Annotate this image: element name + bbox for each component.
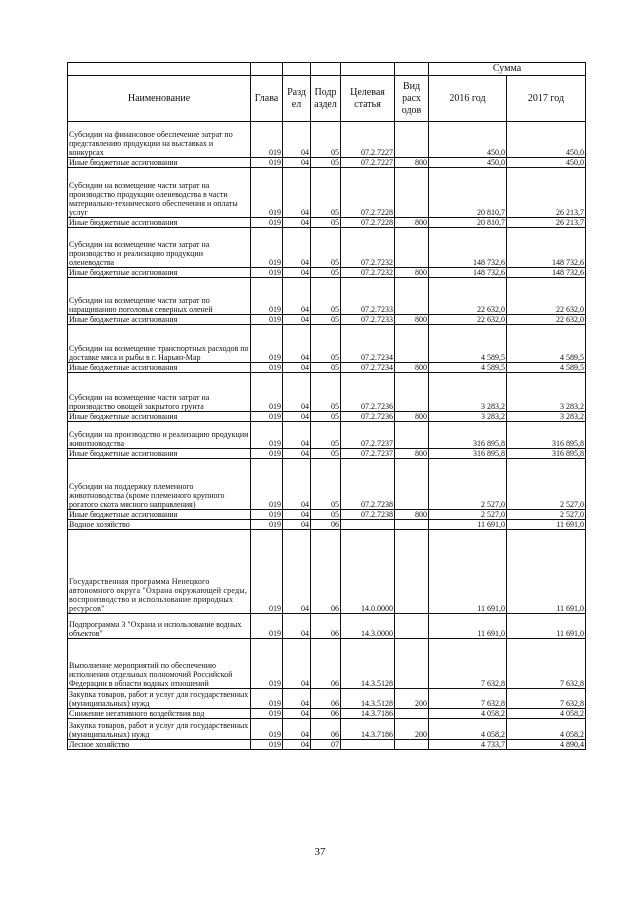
glava-header: Глава xyxy=(251,76,283,122)
row-kind xyxy=(395,168,429,218)
row-value-2016: 11 691,0 xyxy=(429,614,507,639)
row-value-2016: 148 732,6 xyxy=(429,268,507,278)
table-row xyxy=(68,218,586,228)
row-value-2017: 148 732,6 xyxy=(507,228,586,268)
row-value-2016: 22 632,0 xyxy=(429,315,507,325)
row-glava: 019 xyxy=(251,373,283,412)
row-value-2016: 11 691,0 xyxy=(429,530,507,614)
row-glava: 019 xyxy=(251,363,283,373)
row-target: 07.2.7234 xyxy=(341,363,395,373)
row-name: Иные бюджетные ассигнования xyxy=(68,363,251,373)
row-podrazdel: 06 xyxy=(311,639,341,689)
summa-header: Сумма xyxy=(429,63,586,76)
row-glava: 019 xyxy=(251,228,283,268)
table-row xyxy=(68,510,586,520)
row-name: Лесное хозяйство xyxy=(68,740,251,750)
row-name: Субсидии на возмещение части затрат на производство овощей закрытого грунта xyxy=(68,373,251,412)
table-row xyxy=(68,373,586,412)
row-target: 07.2.7232 xyxy=(341,228,395,268)
row-kind: 800 xyxy=(395,449,429,459)
row-value-2017: 22 632,0 xyxy=(507,315,586,325)
row-value-2016: 7 632,8 xyxy=(429,639,507,689)
row-razdel: 04 xyxy=(283,510,311,520)
target-header: Целевая статья xyxy=(341,76,395,122)
row-glava: 019 xyxy=(251,639,283,689)
row-name: Субсидии на поддержку племенного животноводства (кроме племенного крупного рогатого скота мясного направления) xyxy=(68,459,251,510)
row-target: 07.2.7238 xyxy=(341,510,395,520)
row-razdel: 04 xyxy=(283,373,311,412)
table-row xyxy=(68,639,586,689)
row-target: 14.3.5128 xyxy=(341,689,395,709)
row-podrazdel: 05 xyxy=(311,228,341,268)
podrazdel-header: Подр аздел xyxy=(311,76,341,122)
row-name: Снижение негативного воздействия вод xyxy=(68,709,251,719)
row-name: Иные бюджетные ассигнования xyxy=(68,510,251,520)
row-name: Закупка товаров, работ и услуг для государственных (муниципальных) нужд xyxy=(68,689,251,709)
row-target xyxy=(341,520,395,530)
row-name: Субсидии на возмещение транспортных расходов по доставке мяса и рыбы в г. Нарьян-Мар xyxy=(68,325,251,363)
row-kind xyxy=(395,422,429,449)
year-2016-header: 2016 год xyxy=(429,76,507,122)
row-value-2017: 2 527,0 xyxy=(507,459,586,510)
kind-header: Вид расх одов xyxy=(395,76,429,122)
table-row xyxy=(68,315,586,325)
row-glava: 019 xyxy=(251,412,283,422)
row-podrazdel: 07 xyxy=(311,740,341,750)
row-name: Государственная программа Ненецкого автономного округа "Охрана окружающей среды, воспроизводство и использование природных ресурсов" xyxy=(68,530,251,614)
row-razdel: 04 xyxy=(283,168,311,218)
row-name: Субсидии на финансовое обеспечение затрат по представлению продукции на выставках и конкурсах xyxy=(68,122,251,158)
table-row xyxy=(68,363,586,373)
row-value-2017: 450,0 xyxy=(507,122,586,158)
row-value-2017: 316 895,8 xyxy=(507,449,586,459)
row-value-2017: 2 527,0 xyxy=(507,510,586,520)
row-razdel: 04 xyxy=(283,122,311,158)
row-value-2016: 4 058,2 xyxy=(429,719,507,740)
row-glava: 019 xyxy=(251,168,283,218)
row-podrazdel: 06 xyxy=(311,719,341,740)
row-value-2017: 11 691,0 xyxy=(507,520,586,530)
row-value-2016: 11 691,0 xyxy=(429,520,507,530)
row-target: 07.2.7238 xyxy=(341,459,395,510)
row-value-2016: 22 632,0 xyxy=(429,278,507,315)
row-glava: 019 xyxy=(251,422,283,449)
row-kind xyxy=(395,228,429,268)
row-name: Субсидии на возмещение части затрат на производство и реализацию продукции оленеводства xyxy=(68,228,251,268)
table-row xyxy=(68,614,586,639)
row-podrazdel: 06 xyxy=(311,614,341,639)
row-kind: 800 xyxy=(395,268,429,278)
row-value-2016: 316 895,8 xyxy=(429,422,507,449)
row-kind xyxy=(395,373,429,412)
row-podrazdel: 05 xyxy=(311,325,341,363)
row-value-2016: 450,0 xyxy=(429,122,507,158)
row-value-2016: 4 058,2 xyxy=(429,709,507,719)
row-value-2017: 26 213,7 xyxy=(507,218,586,228)
row-razdel: 04 xyxy=(283,689,311,709)
row-podrazdel: 06 xyxy=(311,709,341,719)
row-razdel: 04 xyxy=(283,459,311,510)
row-kind xyxy=(395,325,429,363)
row-name: Иные бюджетные ассигнования xyxy=(68,218,251,228)
row-razdel: 04 xyxy=(283,268,311,278)
row-target: 14.3.7186 xyxy=(341,709,395,719)
row-target: 14.0.0000 xyxy=(341,530,395,614)
razdel-header: Разд ел xyxy=(283,76,311,122)
row-value-2017: 26 213,7 xyxy=(507,168,586,218)
row-target: 07.2.7233 xyxy=(341,278,395,315)
row-razdel: 04 xyxy=(283,449,311,459)
row-name: Выполнение мероприятий по обеспечению исполнения отдельных полномочий Российской Федерации в области водных отношений xyxy=(68,639,251,689)
row-kind xyxy=(395,639,429,689)
row-razdel: 04 xyxy=(283,520,311,530)
row-razdel: 04 xyxy=(283,530,311,614)
row-value-2017: 3 283,2 xyxy=(507,412,586,422)
name-header: Наименование xyxy=(68,76,251,122)
row-glava: 019 xyxy=(251,325,283,363)
row-kind: 800 xyxy=(395,158,429,168)
row-razdel: 04 xyxy=(283,158,311,168)
row-podrazdel: 05 xyxy=(311,218,341,228)
table-row xyxy=(68,168,586,218)
table-row xyxy=(68,449,586,459)
row-target: 07.2.7227 xyxy=(341,122,395,158)
row-target: 07.2.7227 xyxy=(341,158,395,168)
row-value-2017: 4 890,4 xyxy=(507,740,586,750)
row-name: Субсидии на возмещение части затрат по наращиванию поголовья северных оленей xyxy=(68,278,251,315)
row-glava: 019 xyxy=(251,709,283,719)
row-razdel: 04 xyxy=(283,315,311,325)
budget-table xyxy=(67,62,586,750)
row-value-2017: 3 283,2 xyxy=(507,373,586,412)
row-value-2017: 4 058,2 xyxy=(507,719,586,740)
row-razdel: 04 xyxy=(283,639,311,689)
row-kind xyxy=(395,530,429,614)
row-target: 07.2.7234 xyxy=(341,325,395,363)
table-row xyxy=(68,530,586,614)
row-kind xyxy=(395,740,429,750)
row-value-2016: 2 527,0 xyxy=(429,459,507,510)
row-glava: 019 xyxy=(251,459,283,510)
row-name: Закупка товаров, работ и услуг для государственных (муниципальных) нужд xyxy=(68,719,251,740)
row-value-2016: 148 732,6 xyxy=(429,228,507,268)
row-value-2017: 11 691,0 xyxy=(507,614,586,639)
row-value-2017: 7 632,8 xyxy=(507,689,586,709)
row-razdel: 04 xyxy=(283,278,311,315)
row-value-2017: 450,0 xyxy=(507,158,586,168)
row-value-2017: 7 632,8 xyxy=(507,639,586,689)
row-name: Субсидии на производство и реализацию продукции животноводства xyxy=(68,422,251,449)
row-target: 07.2.7237 xyxy=(341,422,395,449)
row-value-2016: 4 589,5 xyxy=(429,363,507,373)
table-row xyxy=(68,740,586,750)
row-name: Иные бюджетные ассигнования xyxy=(68,268,251,278)
row-glava: 019 xyxy=(251,278,283,315)
row-target: 07.2.7232 xyxy=(341,268,395,278)
row-value-2016: 7 632,8 xyxy=(429,689,507,709)
row-glava: 019 xyxy=(251,268,283,278)
row-podrazdel: 05 xyxy=(311,449,341,459)
row-target xyxy=(341,740,395,750)
table-row xyxy=(68,158,586,168)
row-value-2017: 22 632,0 xyxy=(507,278,586,315)
row-glava: 019 xyxy=(251,218,283,228)
row-kind: 800 xyxy=(395,510,429,520)
row-razdel: 04 xyxy=(283,719,311,740)
row-target: 14.3.5128 xyxy=(341,639,395,689)
row-kind: 200 xyxy=(395,689,429,709)
row-value-2017: 11 691,0 xyxy=(507,530,586,614)
table-row xyxy=(68,325,586,363)
row-target: 07.2.7237 xyxy=(341,449,395,459)
row-podrazdel: 05 xyxy=(311,122,341,158)
table-row xyxy=(68,268,586,278)
row-glava: 019 xyxy=(251,689,283,709)
row-podrazdel: 05 xyxy=(311,268,341,278)
row-name: Субсидии на возмещение части затрат на производство продукции оленеводства в части материально-технического обеспечения и оплаты услуг xyxy=(68,168,251,218)
row-value-2016: 316 895,8 xyxy=(429,449,507,459)
row-razdel: 04 xyxy=(283,363,311,373)
row-kind: 800 xyxy=(395,315,429,325)
row-podrazdel: 05 xyxy=(311,510,341,520)
row-kind xyxy=(395,122,429,158)
row-podrazdel: 05 xyxy=(311,373,341,412)
row-podrazdel: 05 xyxy=(311,363,341,373)
row-glava: 019 xyxy=(251,122,283,158)
row-glava: 019 xyxy=(251,315,283,325)
row-podrazdel: 05 xyxy=(311,158,341,168)
row-podrazdel: 06 xyxy=(311,530,341,614)
row-razdel: 04 xyxy=(283,218,311,228)
table-row xyxy=(68,520,586,530)
row-podrazdel: 05 xyxy=(311,315,341,325)
row-glava: 019 xyxy=(251,510,283,520)
row-glava: 019 xyxy=(251,530,283,614)
table-row xyxy=(68,412,586,422)
row-glava: 019 xyxy=(251,520,283,530)
row-value-2017: 148 732,6 xyxy=(507,268,586,278)
row-razdel: 04 xyxy=(283,325,311,363)
row-podrazdel: 05 xyxy=(311,412,341,422)
header-row-top xyxy=(68,63,586,76)
header-row xyxy=(68,76,586,122)
row-value-2016: 450,0 xyxy=(429,158,507,168)
row-value-2017: 4 589,5 xyxy=(507,363,586,373)
row-glava: 019 xyxy=(251,740,283,750)
row-name: Иные бюджетные ассигнования xyxy=(68,315,251,325)
row-name: Иные бюджетные ассигнования xyxy=(68,449,251,459)
row-target: 07.2.7228 xyxy=(341,168,395,218)
row-value-2016: 4 589,5 xyxy=(429,325,507,363)
row-kind xyxy=(395,520,429,530)
row-target: 07.2.7236 xyxy=(341,412,395,422)
row-glava: 019 xyxy=(251,158,283,168)
row-value-2016: 3 283,2 xyxy=(429,412,507,422)
row-razdel: 04 xyxy=(283,412,311,422)
row-razdel: 04 xyxy=(283,740,311,750)
row-glava: 019 xyxy=(251,614,283,639)
row-podrazdel: 06 xyxy=(311,689,341,709)
row-podrazdel: 05 xyxy=(311,278,341,315)
row-podrazdel: 05 xyxy=(311,422,341,449)
row-kind: 800 xyxy=(395,363,429,373)
table-row xyxy=(68,719,586,740)
row-podrazdel: 05 xyxy=(311,459,341,510)
row-kind: 800 xyxy=(395,412,429,422)
row-value-2017: 4 058,2 xyxy=(507,709,586,719)
row-kind: 800 xyxy=(395,218,429,228)
row-podrazdel: 05 xyxy=(311,168,341,218)
row-value-2017: 4 589,5 xyxy=(507,325,586,363)
row-target: 14.3.0000 xyxy=(341,614,395,639)
row-kind xyxy=(395,278,429,315)
table-row xyxy=(68,278,586,315)
row-value-2016: 2 527,0 xyxy=(429,510,507,520)
row-glava: 019 xyxy=(251,449,283,459)
row-glava: 019 xyxy=(251,719,283,740)
row-kind xyxy=(395,709,429,719)
row-value-2016: 20 810,7 xyxy=(429,218,507,228)
row-target: 07.2.7228 xyxy=(341,218,395,228)
table-row xyxy=(68,122,586,158)
row-kind xyxy=(395,614,429,639)
table-row xyxy=(68,422,586,449)
table-row xyxy=(68,689,586,709)
row-value-2017: 316 895,8 xyxy=(507,422,586,449)
row-razdel: 04 xyxy=(283,228,311,268)
table-body xyxy=(68,122,586,750)
row-target: 14.3.7186 xyxy=(341,719,395,740)
page-number: 37 xyxy=(314,846,326,858)
row-name: Иные бюджетные ассигнования xyxy=(68,412,251,422)
row-target: 07.2.7236 xyxy=(341,373,395,412)
row-razdel: 04 xyxy=(283,709,311,719)
table-row xyxy=(68,228,586,268)
row-name: Иные бюджетные ассигнования xyxy=(68,158,251,168)
row-value-2016: 3 283,2 xyxy=(429,373,507,412)
row-podrazdel: 06 xyxy=(311,520,341,530)
row-kind: 200 xyxy=(395,719,429,740)
row-name: Водное хозяйство xyxy=(68,520,251,530)
row-kind xyxy=(395,459,429,510)
year-2017-header: 2017 год xyxy=(507,76,586,122)
row-target: 07.2.7233 xyxy=(341,315,395,325)
row-razdel: 04 xyxy=(283,422,311,449)
row-value-2016: 4 733,7 xyxy=(429,740,507,750)
row-razdel: 04 xyxy=(283,614,311,639)
row-value-2016: 20 810,7 xyxy=(429,168,507,218)
table-row xyxy=(68,459,586,510)
table-row xyxy=(68,709,586,719)
row-name: Подпрограмма 3 "Охрана и использование водных объектов" xyxy=(68,614,251,639)
